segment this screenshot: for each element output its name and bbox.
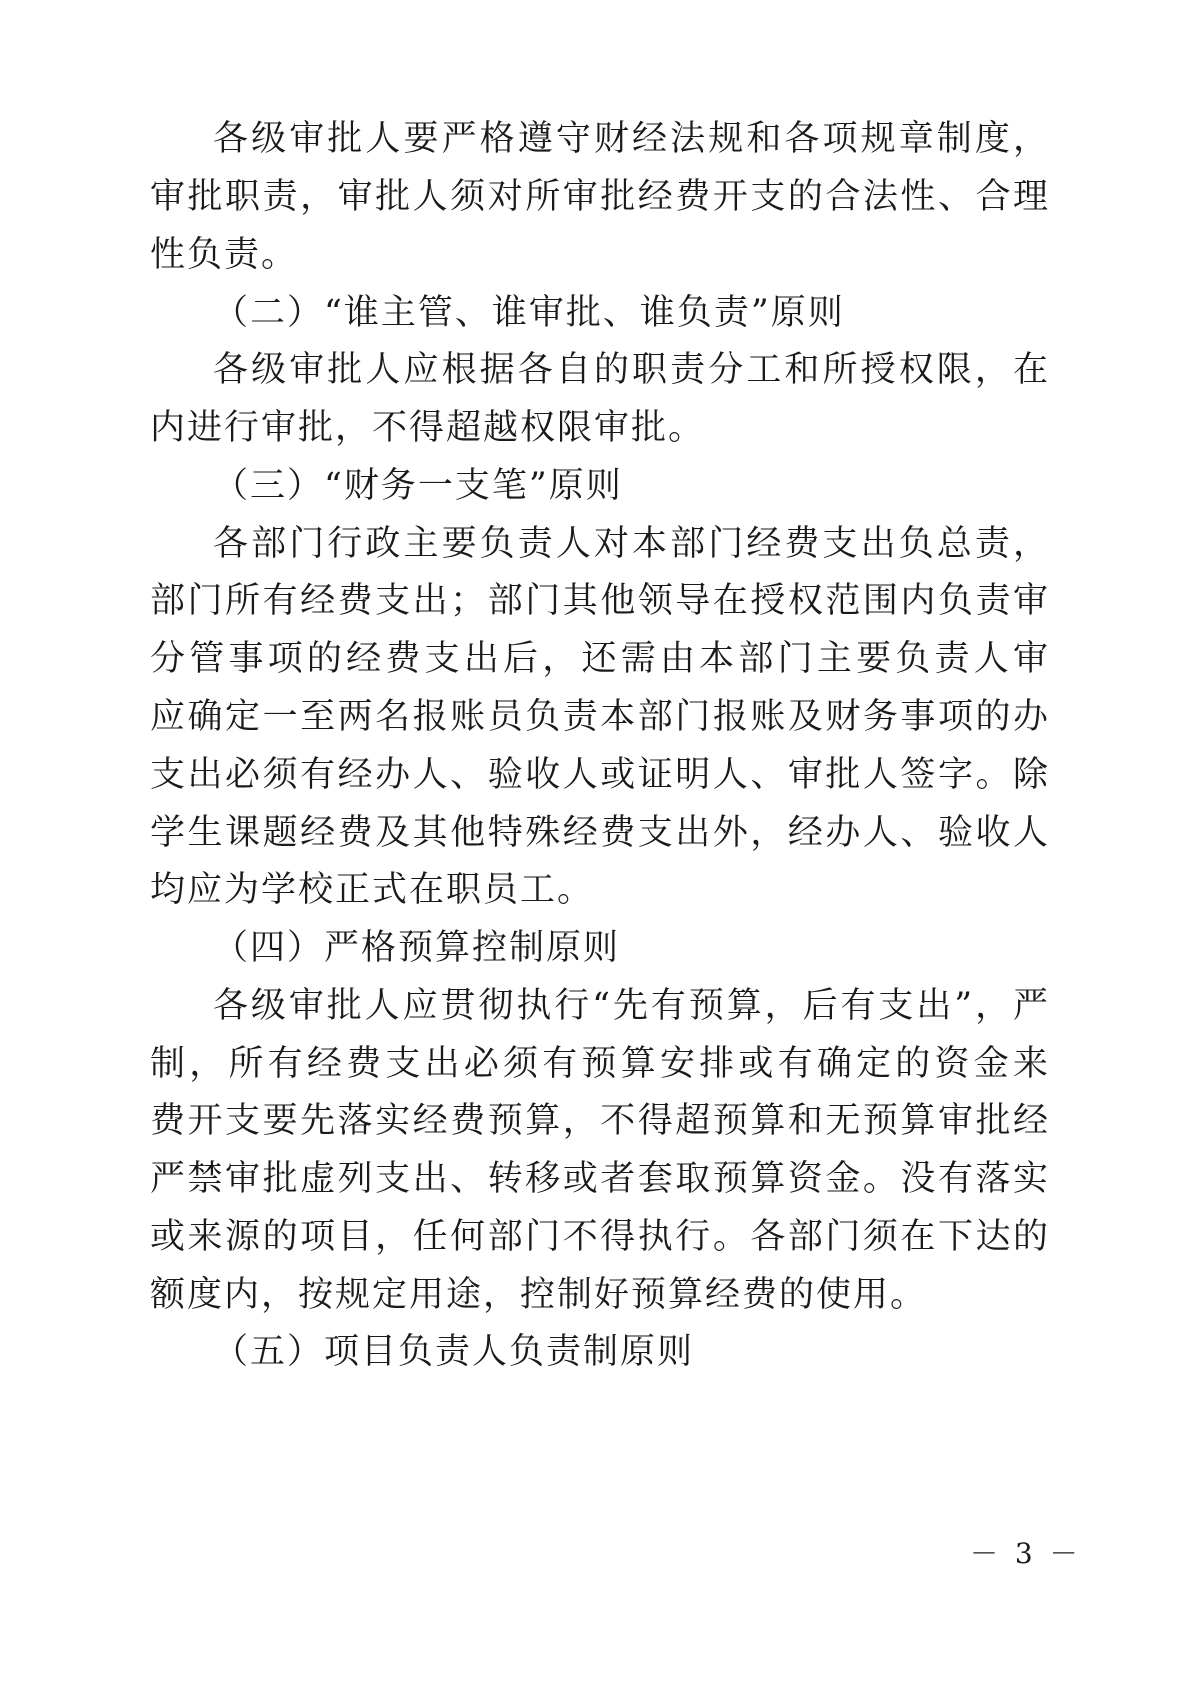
paragraph-line: 学生课题经费及其他特殊经费支出外，经办人、验收人 bbox=[150, 813, 1050, 853]
page-number: － 3 － bbox=[970, 1537, 1082, 1570]
section-heading: （二）“谁主管、谁审批、谁负责”原则 bbox=[213, 293, 845, 333]
paragraph-line: 各部门行政主要负责人对本部门经费支出负总责， bbox=[213, 524, 1050, 564]
paragraph-line: 或来源的项目，任何部门不得执行。各部门须在下达的 bbox=[150, 1217, 1050, 1257]
paragraph-line: 额度内，按规定用途，控制好预算经费的使用。 bbox=[150, 1275, 928, 1315]
section-heading: （五）项目负责人负责制原则 bbox=[213, 1332, 695, 1372]
paragraph-line: 制，所有经费支出必须有预算安排或有确定的资金来 bbox=[150, 1044, 1050, 1084]
paragraph-line: 分管事项的经费支出后，还需由本部门主要负责人审 bbox=[150, 639, 1050, 679]
paragraph-line: 支出必须有经办人、验收人或证明人、审批人签字。除 bbox=[150, 755, 1050, 795]
paragraph-line: 各级审批人应根据各自的职责分工和所授权限，在 bbox=[213, 350, 1050, 390]
paragraph-line: 均应为学校正式在职员工。 bbox=[150, 870, 595, 910]
paragraph-line: 性负责。 bbox=[150, 235, 299, 275]
paragraph-line: 各级审批人要严格遵守财经法规和各项规章制度， bbox=[213, 119, 1050, 159]
paragraph-line: 严禁审批虚列支出、转移或者套取预算资金。没有落实 bbox=[150, 1159, 1050, 1199]
paragraph-line: 部门所有经费支出；部门其他领导在授权范围内负责审 bbox=[150, 581, 1050, 621]
paragraph-line: 内进行审批，不得超越权限审批。 bbox=[150, 408, 706, 448]
paragraph-line: 审批职责，审批人须对所审批经费开支的合法性、合理 bbox=[150, 177, 1050, 217]
section-heading: （三）“财务一支笔”原则 bbox=[213, 466, 623, 506]
paragraph-line: 各级审批人应贯彻执行“先有预算，后有支出”，严 bbox=[213, 986, 1050, 1026]
section-heading: （四）严格预算控制原则 bbox=[213, 928, 621, 968]
paragraph-line: 应确定一至两名报账员负责本部门报账及财务事项的办 bbox=[150, 697, 1050, 737]
paragraph-line: 费开支要先落实经费预算，不得超预算和无预算审批经 bbox=[150, 1101, 1050, 1141]
